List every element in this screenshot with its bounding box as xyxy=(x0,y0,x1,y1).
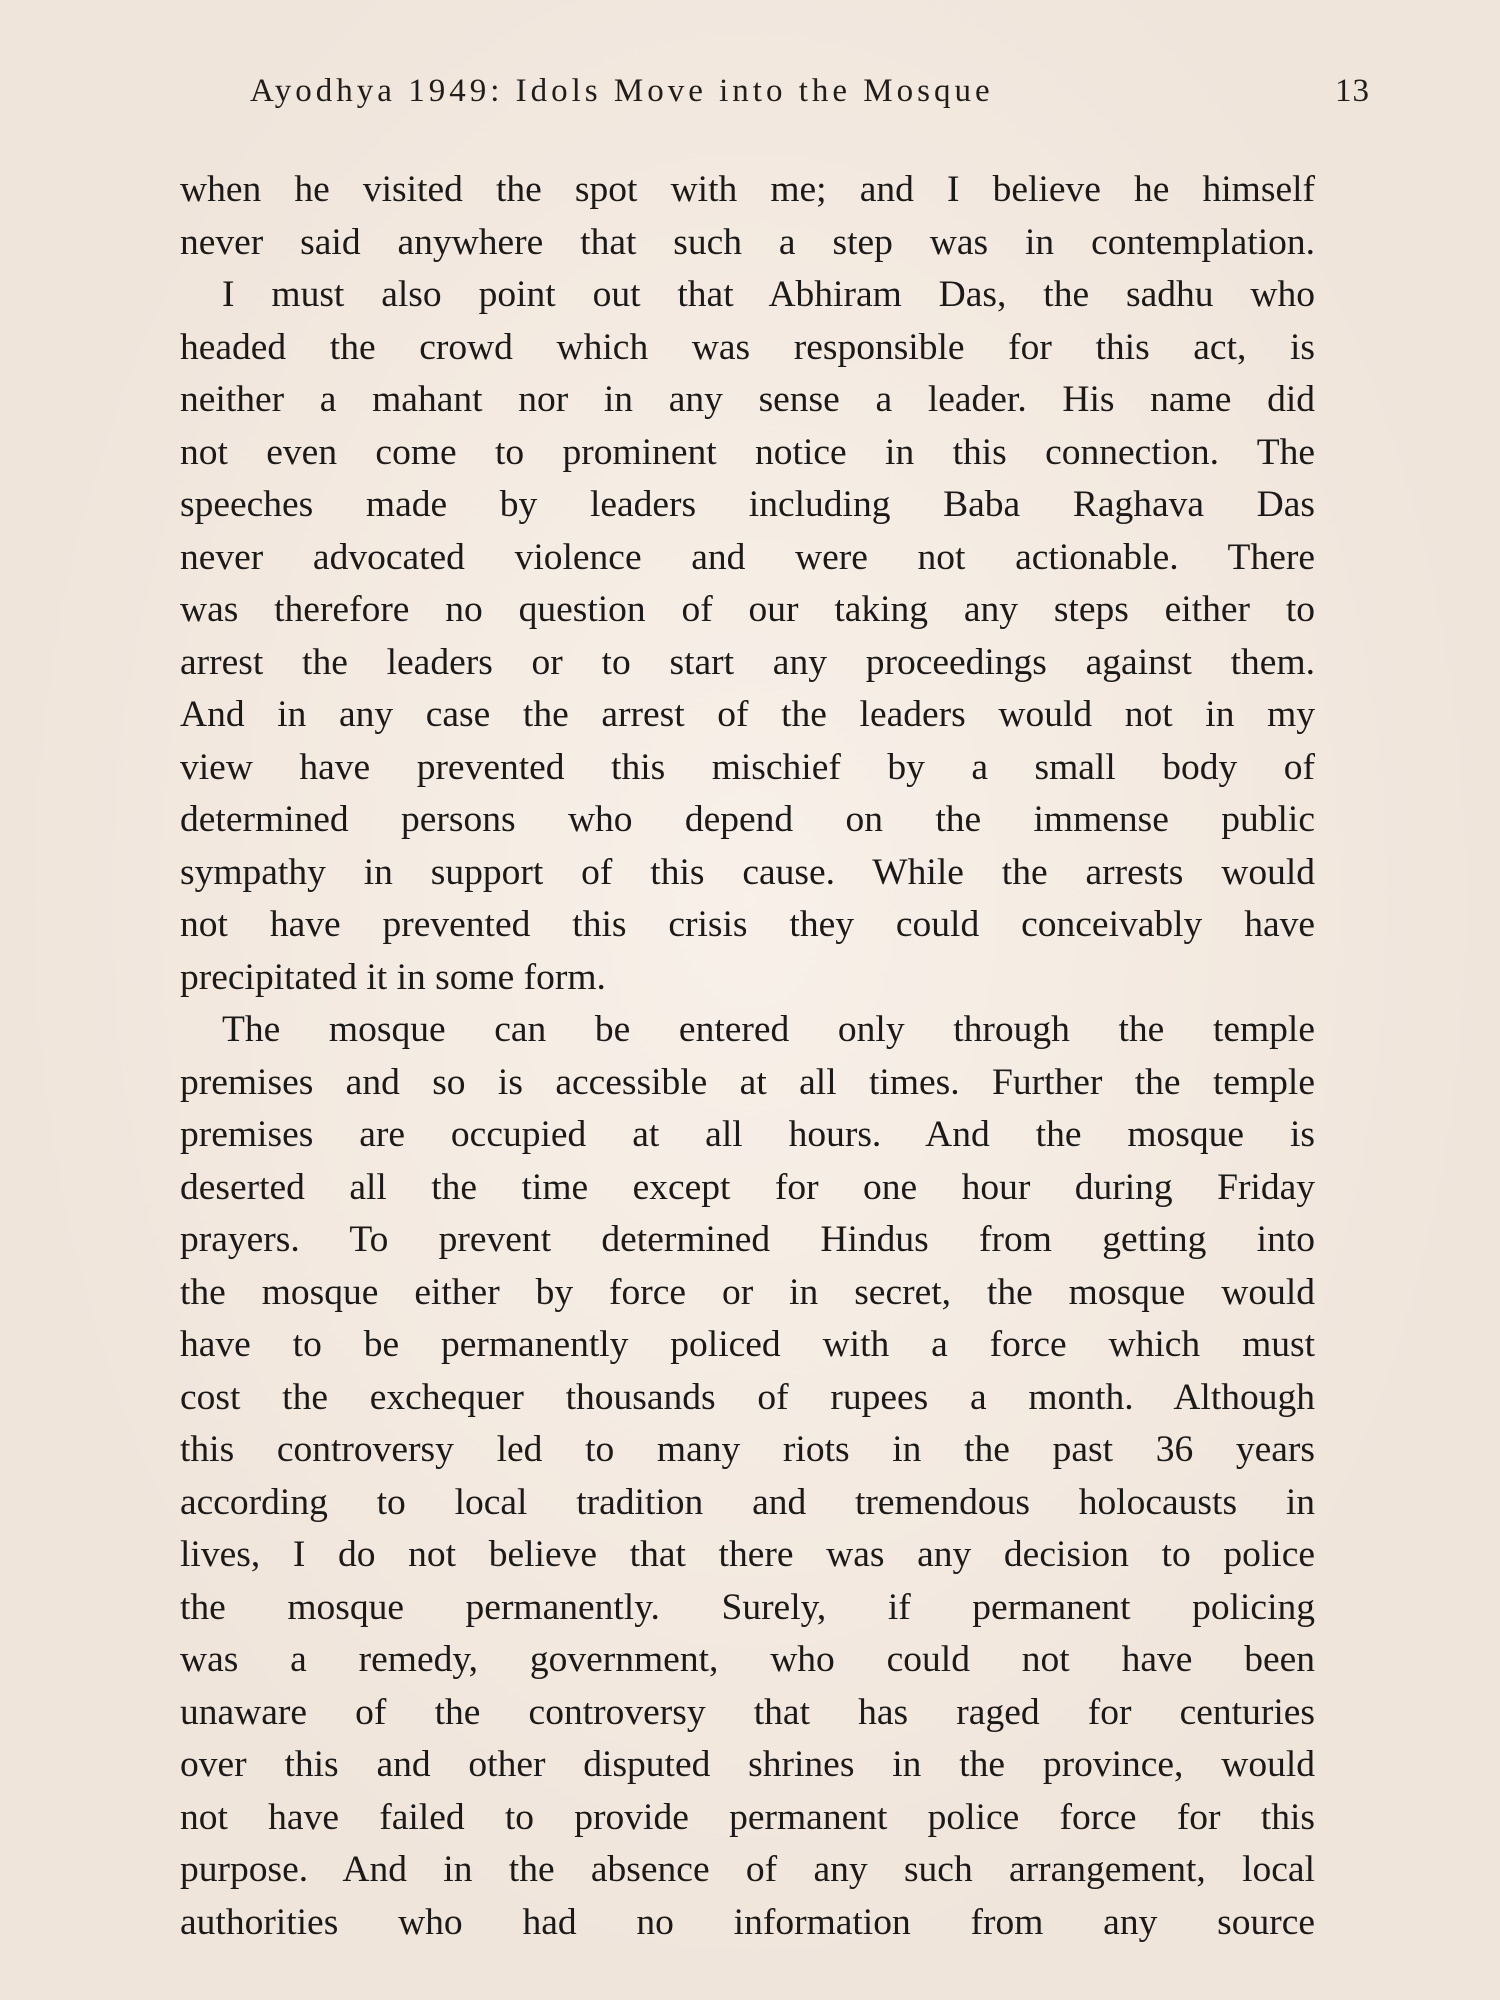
text-line: this controversy led to many riots in the past 36 years xyxy=(180,1429,1315,1470)
text-line: prayers. To prevent determined Hindus from getting into xyxy=(180,1219,1315,1260)
text-line: lives, I do not believe that there was any decision to police xyxy=(180,1534,1315,1575)
text-line: I must also point out that Abhiram Das, the sadhu who xyxy=(222,274,1315,315)
text-line: purpose. And in the absence of any such arrangement, local xyxy=(180,1849,1315,1890)
page-number: 13 xyxy=(1335,73,1370,109)
body-text xyxy=(180,164,1315,1949)
text-line: speeches made by leaders including Baba Raghava Das xyxy=(180,484,1315,525)
text-line: arrest the leaders or to start any proceedings against them. xyxy=(180,641,1315,683)
text-line: sympathy in support of this cause. While the arrests would xyxy=(180,851,1315,893)
text-line: the mosque permanently. Surely, if permanent policing xyxy=(180,1586,1315,1628)
text-line: was therefore no question of our taking any steps either to xyxy=(180,589,1315,630)
text-line: was a remedy, government, who could not have been xyxy=(180,1639,1315,1680)
running-header xyxy=(250,66,1370,116)
text-line: neither a mahant nor in any sense a leader. His name did xyxy=(180,379,1315,420)
text-line: premises and so is accessible at all times. Further the temple xyxy=(180,1061,1315,1103)
text-line: the mosque either by force or in secret, the mosque would xyxy=(180,1271,1315,1313)
text-line: over this and other disputed shrines in the province, would xyxy=(180,1744,1315,1785)
text-line: cost the exchequer thousands of rupees a month. Although xyxy=(180,1376,1315,1418)
text-line: have to be permanently policed with a force which must xyxy=(180,1324,1315,1365)
text-line: never said anywhere that such a step was in contemplation. xyxy=(180,221,1315,263)
text-line: according to local tradition and tremendous holocausts in xyxy=(180,1481,1315,1523)
text-line: The mosque can be entered only through the temple xyxy=(222,1009,1315,1050)
text-line: not have failed to provide permanent police force for this xyxy=(180,1796,1315,1838)
text-line: unaware of the controversy that has raged for centuries xyxy=(180,1691,1315,1733)
text-line: when he visited the spot with me; and I believe he himself xyxy=(180,169,1315,210)
text-line: not have prevented this crisis they could conceivably have xyxy=(180,904,1315,945)
text-line: deserted all the time except for one hour during Friday xyxy=(180,1166,1315,1208)
running-header-title: Ayodhya 1949: Idols Move into the Mosque xyxy=(250,73,994,109)
text-line: precipitated it in some form. xyxy=(180,956,606,998)
text-line: never advocated violence and were not actionable. There xyxy=(180,536,1315,578)
text-line: And in any case the arrest of the leaders would not in my xyxy=(180,694,1315,735)
text-line: headed the crowd which was responsible for this act, is xyxy=(180,326,1315,368)
text-line: not even come to prominent notice in this connection. The xyxy=(180,431,1315,473)
text-line: view have prevented this mischief by a small body of xyxy=(180,746,1315,788)
text-line: authorities who had no information from any source xyxy=(180,1901,1315,1943)
text-line: determined persons who depend on the immense public xyxy=(180,799,1315,840)
text-line: premises are occupied at all hours. And the mosque is xyxy=(180,1114,1315,1155)
